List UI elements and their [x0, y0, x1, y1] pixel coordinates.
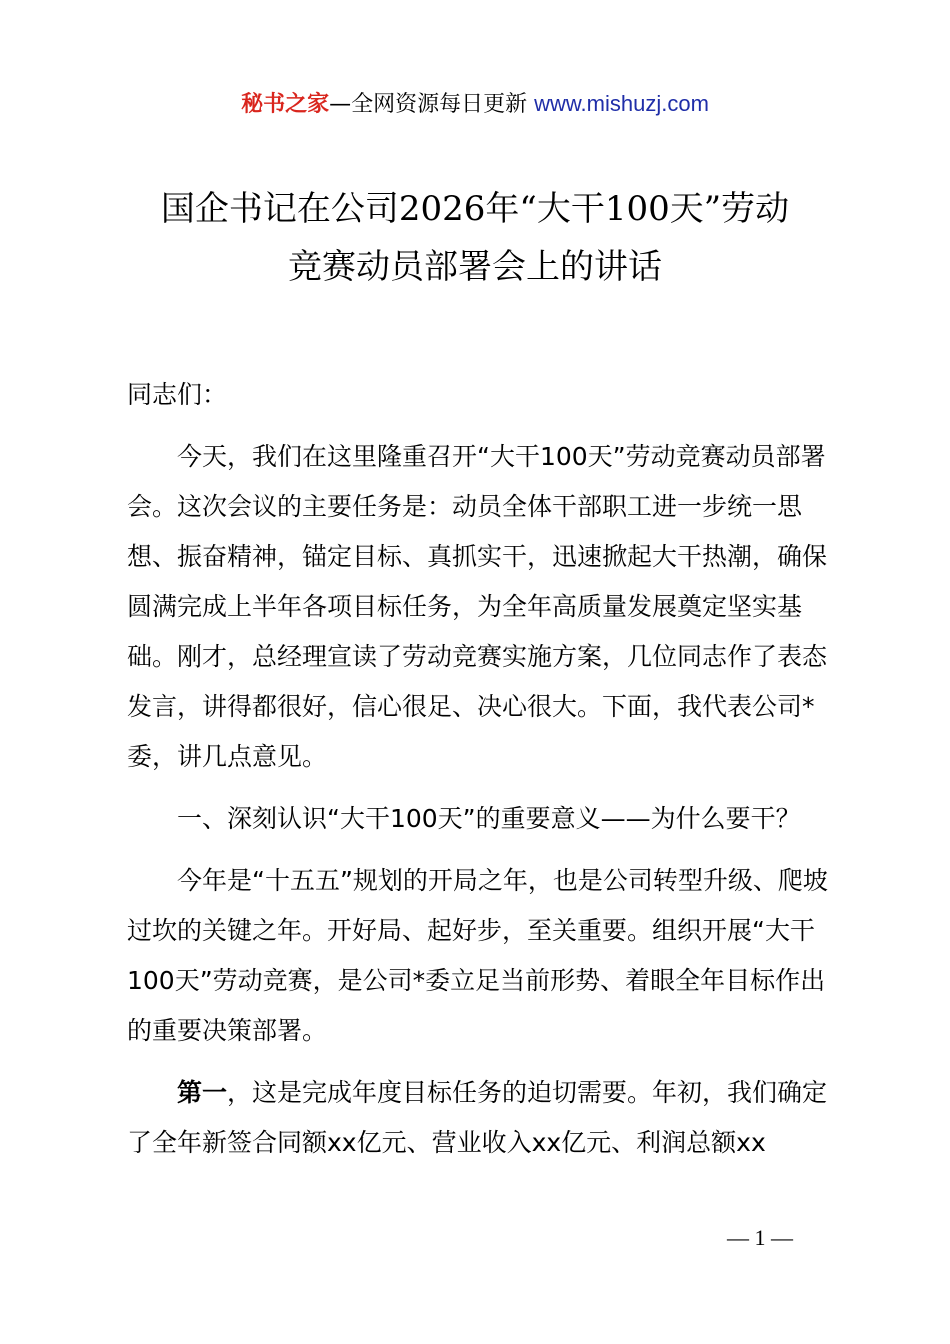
title-line-1: 国企书记在公司2026年“大干100天”劳动 — [160, 189, 790, 229]
first-point-text: ，这是完成年度目标任务的迫切需要。年初，我们确定了全年新签合同额xx亿元、营业收入xx亿元、利润总额xx — [127, 1078, 828, 1157]
salutation: 同志们： — [127, 380, 228, 409]
header-tagline: —全网资源每日更新 — [329, 92, 528, 117]
document-title — [100, 180, 850, 296]
document-body — [127, 370, 837, 1168]
page-number: — 1 — — [727, 1225, 793, 1250]
section-heading-1: 一、深刻认识“大干100天”的重要意义——为什么要干？ — [177, 804, 801, 833]
header-url[interactable]: www.mishuzj.com — [534, 91, 709, 116]
paragraph-context: 今年是“十五五”规划的开局之年，也是公司转型升级、爬坡过坎的关键之年。开好局、起好步，至关重要。组织开展“大干100天”劳动竞赛，是公司*委立足当前形势、着眼全年目标作出的重要决策部署。 — [127, 866, 828, 1045]
first-point-lead: 第一 — [177, 1078, 228, 1107]
paragraph-intro: 今天，我们在这里隆重召开“大干100天”劳动竞赛动员部署会。这次会议的主要任务是：动员全体干部职工进一步统一思想、振奋精神，锚定目标、真抓实干，迅速掀起大干热潮，确保圆满完成上半年各项目标任务，为全年高质量发展奠定坚实基础。刚才，总经理宣读了劳动竞赛实施方案，几位同志作了表态发言，讲得都很好，信心很足、决心很大。下面，我代表公司*委，讲几点意见。 — [127, 442, 828, 771]
paragraph-first-point — [127, 1068, 837, 1168]
site-header — [0, 88, 950, 121]
brand-name: 秘书之家 — [241, 92, 330, 117]
title-line-2: 竞赛动员部署会上的讲话 — [288, 247, 662, 287]
